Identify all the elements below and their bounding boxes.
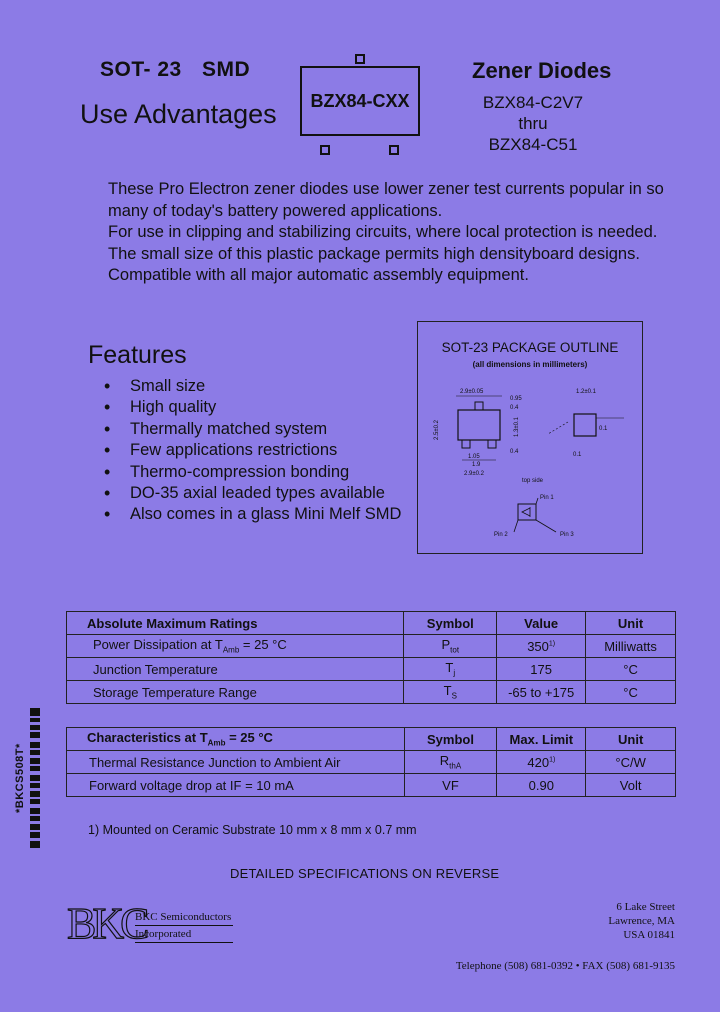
feature-item: • Small size	[104, 376, 401, 397]
package-pin-right	[389, 145, 399, 155]
company-name	[135, 909, 233, 943]
abs-max-ratings-table	[66, 611, 676, 704]
param-cell: Storage Temperature Range	[67, 681, 404, 704]
footnote: 1) Mounted on Ceramic Substrate 10 mm x 8 mm x 0.7 mm	[88, 823, 417, 837]
outline-subtitle: (all dimensions in millimeters)	[472, 360, 588, 369]
value-cell: 175	[497, 658, 586, 681]
mount-type: SMD	[202, 58, 251, 81]
pin-diagram-box	[518, 504, 536, 520]
company-phone: Telephone (508) 681-0392 • FAX (508) 681-9135	[455, 960, 675, 972]
side-barcode	[14, 708, 42, 848]
dim-lead-width-2: 0.4	[510, 449, 519, 455]
logo-text: BKC	[67, 899, 146, 948]
features-title: Features	[88, 341, 187, 369]
table-row	[67, 774, 676, 797]
package-outline-panel	[417, 321, 643, 554]
table-header-row	[67, 612, 676, 635]
package-type: SOT- 23	[100, 58, 182, 81]
feature-item: • Thermo-compression bonding	[104, 462, 401, 483]
part-thru: thru	[518, 114, 548, 133]
bkc-logo	[67, 898, 146, 948]
symbol-cell: $R_{thA}$	[404, 751, 497, 774]
intro-paragraph: These Pro Electron zener diodes use lower zener test currents popular in so many of today's battery powered applications.	[108, 180, 664, 220]
part-range	[478, 92, 588, 155]
features-list	[104, 376, 401, 526]
dim-body-height: 1.3±0.1	[514, 417, 520, 437]
dim-total-width: 2.9±0.2	[464, 471, 484, 477]
column-header: Characteristics at $T_{Amb} = 25$ °C	[67, 728, 405, 751]
dim-top-width: 2.9±0.05	[460, 389, 484, 395]
barcode-bars-icon	[30, 708, 40, 848]
table-row	[67, 751, 676, 774]
column-header: Value	[497, 612, 586, 635]
use-advantages-heading: Use Advantages	[80, 99, 277, 129]
address-line: 6 Lake Street	[616, 901, 675, 913]
dim-height: 2.5±0.2	[434, 420, 440, 440]
outline-lead-left	[462, 440, 470, 448]
symbol-cell: $T_j$	[404, 658, 497, 681]
param-cell: Junction Temperature	[67, 658, 404, 681]
value-cell: -65 to +175	[497, 681, 586, 704]
package-pin-left	[320, 145, 330, 155]
package-marking: BZX84-CXX	[310, 90, 410, 111]
dim-lead-pitch: 0.95	[510, 396, 522, 402]
param-cell: Forward voltage drop at IF = 10 mA	[67, 774, 405, 797]
dim-gap: 1.05	[468, 454, 480, 460]
intro-paragraph: For use in clipping and stabilizing circuits, where local protection is needed.	[108, 223, 658, 241]
unit-cell: Volt	[586, 774, 676, 797]
dim-side-lead: 0.1	[573, 452, 582, 458]
param-cell: Power Dissipation at $T_{Amb} = 25$ °C	[67, 635, 404, 658]
param-cell: Thermal Resistance Junction to Ambient Air	[67, 751, 405, 774]
unit-cell: Milliwatts	[586, 635, 676, 658]
table-row	[67, 635, 676, 658]
intro-paragraph: The small size of this plastic package permits high densityboard designs.	[108, 244, 640, 263]
value-cell: 420$^{1)}$	[497, 751, 586, 774]
outline-lead-top	[475, 402, 483, 410]
package-outline-drawing	[418, 322, 644, 555]
pin2-label: Pin 2	[494, 532, 508, 538]
column-header: Symbol	[404, 728, 497, 751]
outline-title: SOT-23 PACKAGE OUTLINE	[441, 340, 619, 355]
unit-cell: °C	[586, 681, 676, 704]
feature-item: • High quality	[104, 397, 401, 418]
outline-lead-right	[488, 440, 496, 448]
unit-cell: °C/W	[586, 751, 676, 774]
outline-side-body	[574, 414, 596, 436]
intro-text	[108, 179, 668, 287]
column-header: Max. Limit	[497, 728, 586, 751]
symbol-cell: VF	[404, 774, 497, 797]
feature-item: • Few applications restrictions	[104, 440, 401, 461]
feature-item: • DO-35 axial leaded types available	[104, 483, 401, 504]
barcode-text: *BKCS508T*	[14, 743, 26, 813]
column-header: Absolute Maximum Ratings	[67, 612, 404, 635]
dim-side-width: 1.2±0.1	[576, 389, 596, 395]
column-header: Symbol	[404, 612, 497, 635]
detailed-specs-note: DETAILED SPECIFICATIONS ON REVERSE	[230, 866, 500, 881]
dim-lead-width: 0.4	[510, 405, 519, 411]
pin1-label: Pin 1	[540, 495, 554, 501]
table-row	[67, 681, 676, 704]
symbol-cell: $T_S$	[404, 681, 497, 704]
part-last: BZX84-C51	[488, 135, 578, 154]
part-first: BZX84-C2V7	[482, 93, 584, 112]
package-pin-top	[355, 54, 365, 64]
dim-side-thickness: 0.1	[599, 426, 608, 432]
table-row	[67, 658, 676, 681]
unit-cell: °C	[586, 658, 676, 681]
outline-top-view-label: top side	[522, 478, 544, 484]
package-marking-box	[300, 66, 420, 136]
pin3-label: Pin 3	[560, 532, 574, 538]
column-header: Unit	[586, 728, 676, 751]
feature-item: • Thermally matched system	[104, 419, 401, 440]
company-name-line-2: Incorporated	[135, 926, 233, 943]
dim-span: 1.9	[472, 462, 481, 468]
symbol-cell: $P_{tot}$	[404, 635, 497, 658]
address-line: Lawrence, MA	[608, 915, 675, 927]
package-heading	[100, 58, 250, 82]
value-cell: 0.90	[497, 774, 586, 797]
outline-body	[458, 410, 500, 440]
address-line: USA 01841	[623, 929, 675, 941]
intro-paragraph: Compatible with all major automatic assembly equipment.	[108, 266, 529, 284]
column-header: Unit	[586, 612, 676, 635]
characteristics-table	[66, 727, 676, 797]
company-name-line: BKC Semiconductors	[135, 909, 233, 926]
table-header-row	[67, 728, 676, 751]
zener-symbol-icon	[522, 507, 530, 517]
product-family-title: Zener Diodes	[472, 58, 612, 83]
feature-item: • Also comes in a glass Mini Melf SMD	[104, 504, 401, 525]
company-address	[608, 900, 675, 942]
value-cell: 350$^{1)}$	[497, 635, 586, 658]
